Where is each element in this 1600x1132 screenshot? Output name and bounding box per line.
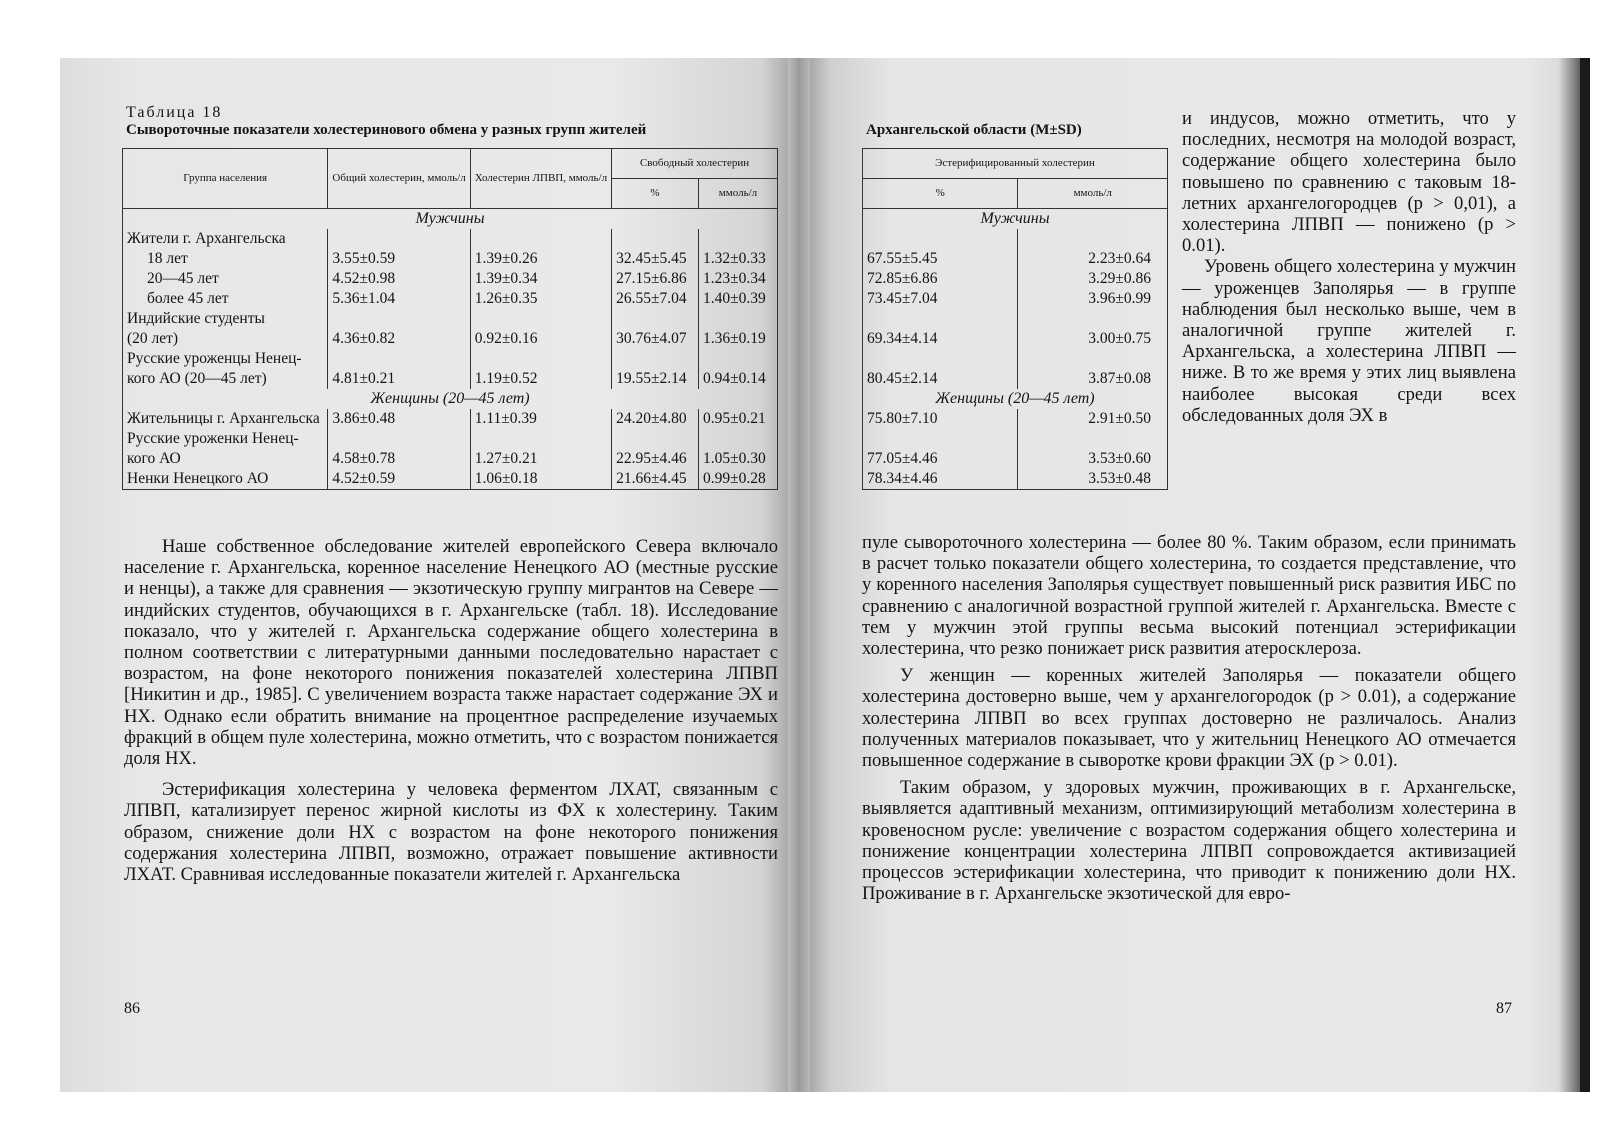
section-men: Мужчины	[123, 209, 778, 230]
cell-free-percent: 32.45±5.45	[612, 249, 699, 269]
table-row	[123, 409, 778, 429]
cell-hdl	[470, 349, 611, 369]
table-row	[863, 429, 1168, 449]
header-ester-percent: %	[863, 179, 1018, 209]
right-page	[798, 58, 1590, 1092]
row-label: Ненки Ненецкого АО	[123, 469, 328, 490]
row-label: более 45 лет	[123, 289, 328, 309]
table-row	[863, 329, 1168, 349]
cell-ester-mmol	[1018, 349, 1168, 369]
cell-free-mmol	[698, 429, 777, 449]
table-row	[863, 369, 1168, 389]
table-row	[123, 249, 778, 269]
row-label: 18 лет	[123, 249, 328, 269]
row-label: Жительницы г. Архангельска	[123, 409, 328, 429]
cell-free-mmol: 0.95±0.21	[698, 409, 777, 429]
section-women: Женщины (20—45 лет)	[863, 389, 1168, 409]
cell-free-percent	[612, 309, 699, 329]
header-ester: Эстерифицированный холестерин	[863, 149, 1168, 179]
cell-total	[328, 309, 470, 329]
section-men: Мужчины	[863, 209, 1168, 230]
header-free: Свободный холестерин	[612, 149, 778, 179]
right-side-text	[1182, 108, 1516, 426]
cell-free-percent: 24.20±4.80	[612, 409, 699, 429]
cell-ester-mmol: 2.91±0.50	[1018, 409, 1168, 429]
cell-ester-mmol: 3.29±0.86	[1018, 269, 1168, 289]
table-row	[863, 289, 1168, 309]
paragraph: У женщин — коренных жителей Заполярья — показатели общего холестерина достоверно выше, чем у архангелогородок (p > 0.01), а содержание холестерина ЛПВП во всех группах достоверно не различалось. Анализ полученных материалов показывает, что у жительниц Ненецкого АО отмечается повышенное содержание в сыворотке крови фракции ЭХ (p > 0.01).	[862, 665, 1516, 772]
cell-free-percent	[612, 229, 699, 249]
cell-ester-mmol: 3.53±0.48	[1018, 469, 1168, 490]
cell-total	[328, 229, 470, 249]
left-page	[60, 58, 798, 1092]
cell-free-mmol	[698, 349, 777, 369]
cell-free-mmol: 1.23±0.34	[698, 269, 777, 289]
table-title-continued: Архангельской области (M±SD)	[866, 122, 1082, 138]
cell-ester-mmol: 3.00±0.75	[1018, 329, 1168, 349]
cell-total: 4.36±0.82	[328, 329, 470, 349]
cell-free-mmol: 0.94±0.14	[698, 369, 777, 389]
cell-ester-percent: 78.34±4.46	[863, 469, 1018, 490]
cell-hdl	[470, 229, 611, 249]
cell-free-percent: 22.95±4.46	[612, 449, 699, 469]
header-free-mmol: ммоль/л	[698, 179, 777, 209]
cell-total: 4.52±0.98	[328, 269, 470, 289]
cell-total: 4.81±0.21	[328, 369, 470, 389]
cell-ester-percent: 73.45±7.04	[863, 289, 1018, 309]
cell-hdl: 0.92±0.16	[470, 329, 611, 349]
cell-hdl: 1.19±0.52	[470, 369, 611, 389]
cell-ester-percent	[863, 429, 1018, 449]
cell-hdl: 1.27±0.21	[470, 449, 611, 469]
header-ester-mmol: ммоль/л	[1018, 179, 1168, 209]
cell-ester-mmol: 3.87±0.08	[1018, 369, 1168, 389]
table-row	[123, 269, 778, 289]
section-row	[123, 209, 778, 230]
paragraph: Наше собственное обследование жителей европейского Севера включало население г. Архангельска, коренное население Ненецкого АО (местные русские и ненцы), а также для сравнения — экзотическую группу мигрантов на Севере — индийских студентов, обучающихся в г. Архангельске (табл. 18). Исследование показало, что у жителей г. Архангельска содержание общего холестерина в полном соответствии с литературными данными последовательно нарастает с возрастом, на фоне некоторого понижения показателей холестерина ЛПВП [Никитин и др., 1985]. С увеличением возраста также нарастает содержание ЭХ и НХ. Однако если обратить внимание на процентное распределение изучаемых фракций в общем пуле холестерина, можно отметить, что с возрастом понижается доля НХ.	[124, 536, 778, 770]
paragraph: и индусов, можно отметить, что у последних, несмотря на молодой возраст, содержание общего холестерина было повышено по сравнению с таковым 18-летних архангелогородцев (p > 0,01), а холестерина ЛПВП — понижено (p > 0.01).	[1182, 108, 1516, 257]
paragraph: Уровень общего холестерина у мужчин — уроженцев Заполярья — в группе наблюдения был несколько выше, чем в аналогичной группе жителей г. Архангельска, а холестерина ЛПВП — ниже. В то же время у этих лиц выявлена наиболее высокая среди всех обследованных доля ЭХ в	[1182, 256, 1516, 426]
cell-free-percent: 26.55±7.04	[612, 289, 699, 309]
cell-free-percent	[612, 429, 699, 449]
cell-free-mmol: 1.36±0.19	[698, 329, 777, 349]
table-row	[123, 449, 778, 469]
section-row	[863, 389, 1168, 409]
cell-total	[328, 429, 470, 449]
cell-ester-percent: 69.34±4.14	[863, 329, 1018, 349]
cell-free-mmol: 0.99±0.28	[698, 469, 777, 490]
row-label: (20 лет)	[123, 329, 328, 349]
table-row	[123, 469, 778, 490]
cell-ester-percent	[863, 309, 1018, 329]
table-row	[863, 269, 1168, 289]
table-title: Сывороточные показатели холестеринового обмена у разных групп жителей	[126, 122, 647, 138]
cell-hdl	[470, 429, 611, 449]
cell-free-mmol	[698, 309, 777, 329]
table-row	[123, 229, 778, 249]
cell-ester-percent: 77.05±4.46	[863, 449, 1018, 469]
table-row	[123, 429, 778, 449]
cell-total: 4.58±0.78	[328, 449, 470, 469]
cell-free-percent: 30.76±4.07	[612, 329, 699, 349]
cell-total: 3.86±0.48	[328, 409, 470, 429]
cell-free-percent	[612, 349, 699, 369]
table-row	[863, 229, 1168, 249]
table-row	[863, 449, 1168, 469]
table-row	[123, 349, 778, 369]
cell-hdl: 1.26±0.35	[470, 289, 611, 309]
cell-free-mmol	[698, 229, 777, 249]
book-gutter	[788, 58, 810, 1092]
cell-free-percent: 19.55±2.14	[612, 369, 699, 389]
cell-ester-percent: 80.45±2.14	[863, 369, 1018, 389]
cell-total: 5.36±1.04	[328, 289, 470, 309]
cell-free-mmol: 1.32±0.33	[698, 249, 777, 269]
row-label: Жители г. Архангельска	[123, 229, 328, 249]
cell-ester-mmol: 3.53±0.60	[1018, 449, 1168, 469]
table-row	[123, 309, 778, 329]
header-hdl: Холестерин ЛПВП, ммоль/л	[470, 149, 611, 209]
table-caption: Таблица 18	[126, 104, 223, 121]
cell-ester-mmol	[1018, 309, 1168, 329]
cell-ester-mmol: 2.23±0.64	[1018, 249, 1168, 269]
left-body-text	[124, 536, 778, 885]
cell-ester-percent: 67.55±5.45	[863, 249, 1018, 269]
section-row	[863, 209, 1168, 230]
table-row	[863, 469, 1168, 490]
paragraph: пуле сывороточного холестерина — более 80 %. Таким образом, если принимать в расчет только показатели общего холестерина, то создается представление, что у коренного населения Заполярья существует повышенный риск развития ИБС по сравнению с аналогичной возрастной группой жителей г. Архангельска. Вместе с тем у мужчин этой группы весьма высокий потенциал эстерификации холестерина, что резко понижает риск развития атеросклероза.	[862, 532, 1516, 660]
paragraph: Эстерификация холестерина у человека ферментом ЛХАТ, связанным с ЛПВП, катализирует перенос жирной кислоты из ФХ к холестерину. Таким образом, снижение доли НХ с возрастом на фоне некоторого понижения содержания холестерина ЛПВП, возможно, отражает повышение активности ЛХАТ. Сравнивая исследованные показатели жителей г. Архангельска	[124, 779, 778, 886]
cholesterol-table-right	[862, 148, 1168, 490]
cell-hdl: 1.39±0.34	[470, 269, 611, 289]
cell-ester-percent: 72.85±6.86	[863, 269, 1018, 289]
book-spread	[60, 58, 1590, 1092]
header-group: Группа населения	[123, 149, 328, 209]
cell-hdl	[470, 309, 611, 329]
row-label: Русские уроженцы Ненец-	[123, 349, 328, 369]
page-number: 87	[1496, 1000, 1512, 1017]
row-label: 20—45 лет	[123, 269, 328, 289]
cell-free-percent: 27.15±6.86	[612, 269, 699, 289]
cell-ester-mmol: 3.96±0.99	[1018, 289, 1168, 309]
section-women: Женщины (20—45 лет)	[123, 389, 778, 409]
cholesterol-table-left	[122, 148, 778, 490]
cell-ester-percent	[863, 349, 1018, 369]
cell-ester-percent: 75.80±7.10	[863, 409, 1018, 429]
row-label: кого АО	[123, 449, 328, 469]
header-free-percent: %	[612, 179, 699, 209]
table-row	[123, 369, 778, 389]
page-edge	[1580, 58, 1590, 1092]
page-number: 86	[124, 1000, 140, 1017]
cell-ester-percent	[863, 229, 1018, 249]
right-body-text	[862, 532, 1516, 904]
row-label: Русские уроженки Ненец-	[123, 429, 328, 449]
table-row	[123, 329, 778, 349]
row-label: Индийские студенты	[123, 309, 328, 329]
cell-total	[328, 349, 470, 369]
section-row	[123, 389, 778, 409]
cell-hdl: 1.11±0.39	[470, 409, 611, 429]
header-total: Общий холестерин, ммоль/л	[328, 149, 470, 209]
row-label: кого АО (20—45 лет)	[123, 369, 328, 389]
table-row	[863, 249, 1168, 269]
cell-hdl: 1.06±0.18	[470, 469, 611, 490]
cell-total: 4.52±0.59	[328, 469, 470, 490]
cell-hdl: 1.39±0.26	[470, 249, 611, 269]
paragraph: Таким образом, у здоровых мужчин, проживающих в г. Архангельске, выявляется адаптивный механизм, оптимизирующий метаболизм холестерина в кровеносном русле: увеличение с возрастом содержания общего холестерина и понижение концентрации холестерина ЛПВП сопровождается активизацией процессов эстерификации холестерина, что приводит к понижению доли НХ. Проживание в г. Архангельске экзотической для евро-	[862, 777, 1516, 905]
cell-free-mmol: 1.40±0.39	[698, 289, 777, 309]
table-row	[863, 309, 1168, 329]
table-row	[123, 289, 778, 309]
cell-free-percent: 21.66±4.45	[612, 469, 699, 490]
cell-free-mmol: 1.05±0.30	[698, 449, 777, 469]
cell-total: 3.55±0.59	[328, 249, 470, 269]
cell-ester-mmol	[1018, 429, 1168, 449]
table-row	[863, 409, 1168, 429]
cell-ester-mmol	[1018, 229, 1168, 249]
table-row	[863, 349, 1168, 369]
